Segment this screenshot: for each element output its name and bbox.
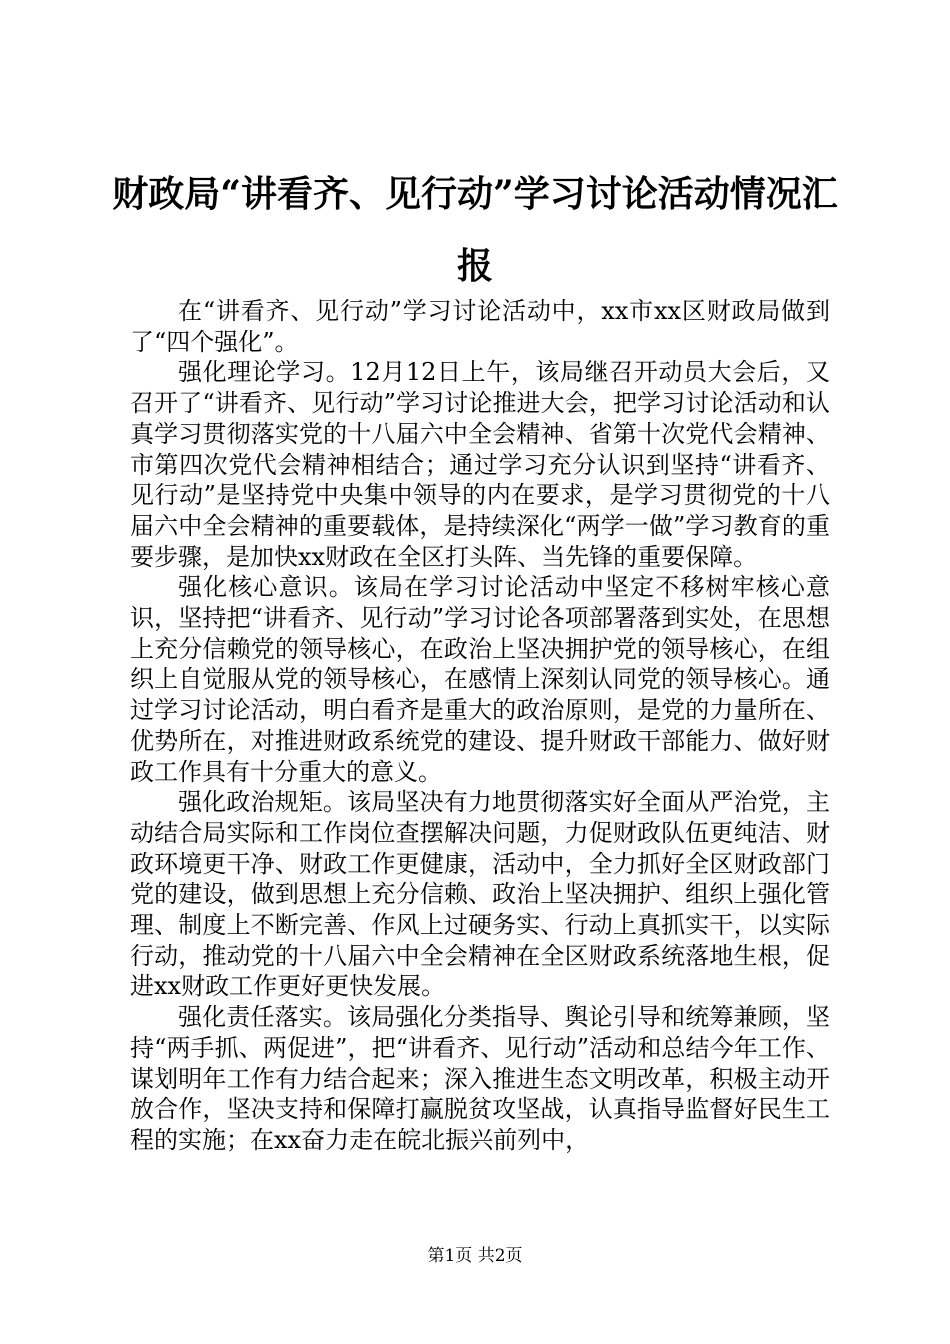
paragraph: 强化核心意识。该局在学习讨论活动中坚定不移树牢核心意识，坚持把“讲看齐、见行动”学习讨论各项部署落到实处，在思想上充分信赖党的领导核心，在政治上坚决拥护党的领导核心，在组织上自觉服从党的领导核心，在感情上深刻认同党的领导核心。通过学习讨论活动，明白看齐是重大的政治原则，是党的力量所在、优势所在，对推进财政系统党的建设、提升财政干部能力、做好财政工作具有十分重大的意义。: [130, 573, 830, 786]
paragraph: 在“讲看齐、见行动”学习讨论活动中，xx市xx区财政局做到了“四个强化”。: [130, 297, 830, 356]
paragraph: 强化理论学习。12月12日上午，该局继召开动员大会后，又召开了“讲看齐、见行动”学习讨论推进大会，把学习讨论活动和认真学习贯彻落实党的十八届六中全会精神、省第十次党代会精神、市第四次党代会精神相结合；通过学习充分认识到坚持“讲看齐、见行动”是坚持党中央集中领导的内在要求，是学习贯彻党的十八届六中全会精神的重要载体，是持续深化“两学一做”学习教育的重要步骤，是加快xx财政在全区打头阵、当先锋的重要保障。: [130, 358, 830, 571]
page-number-footer: 第1页 共2页: [427, 1246, 523, 1266]
paragraph: 强化责任落实。该局强化分类指导、舆论引导和统筹兼顾，坚持“两手抓、两促进”，把“讲看齐、见行动”活动和总结今年工作、谋划明年工作有力结合起来；深入推进生态文明改革，积极主动开放合作，坚决支持和保障打赢脱贫攻坚战，认真指导监督好民生工程的实施；在xx奋力走在皖北振兴前列中，: [130, 1003, 830, 1154]
document-title: 财政局“讲看齐、见行动”学习讨论活动情况汇报: [112, 173, 838, 287]
paragraph: 强化政治规矩。该局坚决有力地贯彻落实好全面从严治党，主动结合局实际和工作岗位查摆解决问题，力促财政队伍更纯洁、财政环境更干净、财政工作更健康，活动中，全力抓好全区财政部门党的建设，做到思想上充分信赖、政治上坚决拥护、组织上强化管理、制度上不断完善、作风上过硬务实、行动上真抓实干，以实际行动，推动党的十八届六中全会精神在全区财政系统落地生根，促进xx财政工作更好更快发展。: [130, 788, 830, 1001]
document-body: [130, 296, 830, 1156]
